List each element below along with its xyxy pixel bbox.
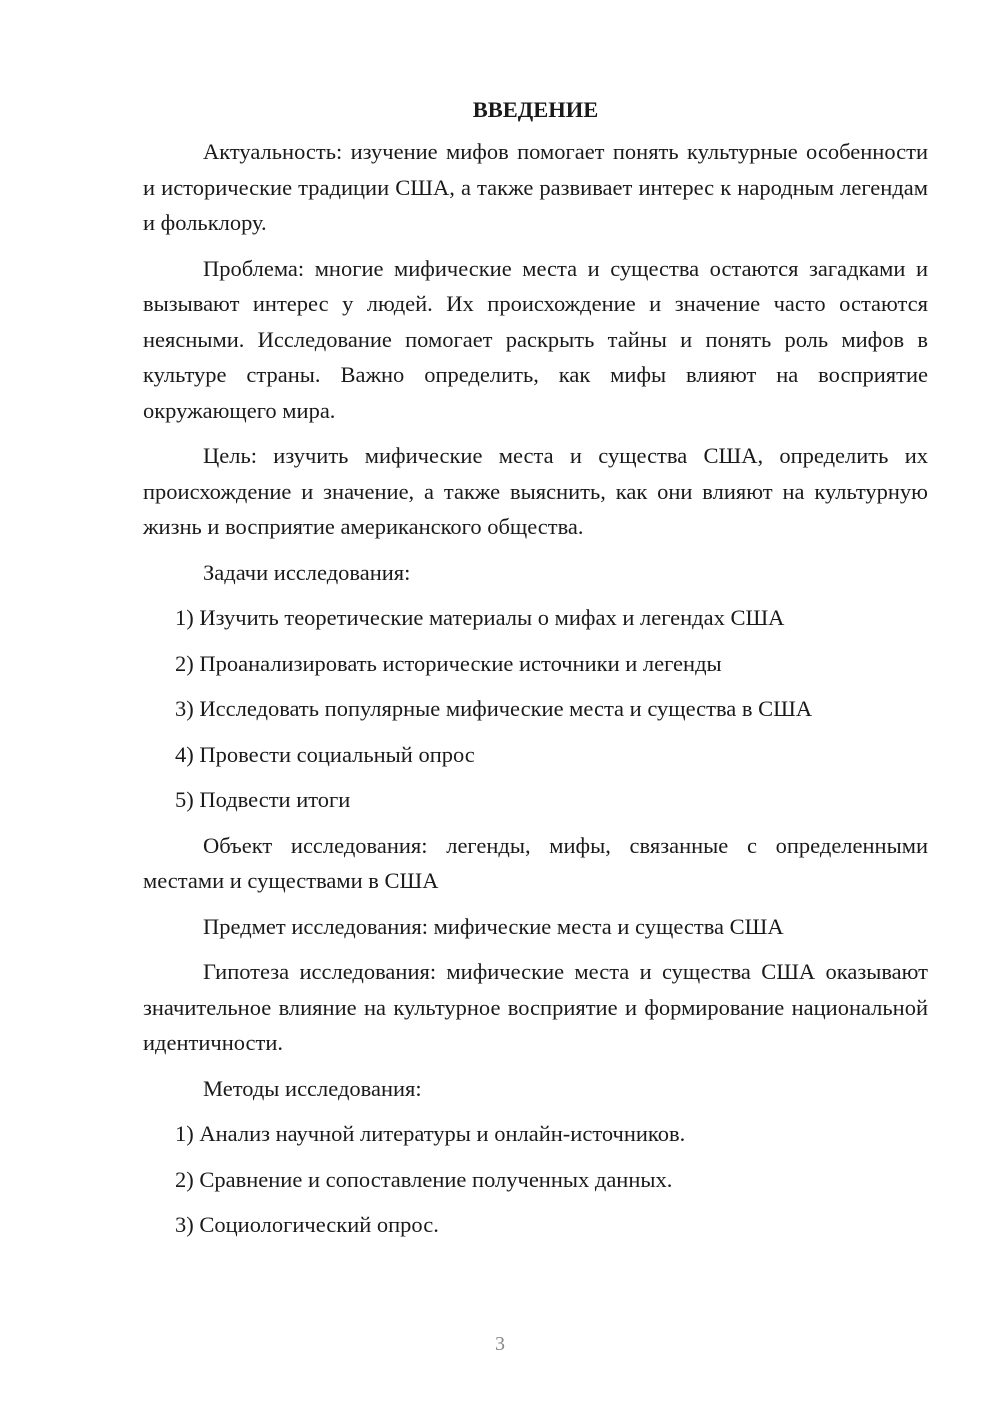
goal-paragraph: Цель: изучить мифические места и существа США, определить их происхождение и значение, а также выяснить, как они влияют на культурную жизнь и восприятие американского общества.: [143, 443, 928, 539]
list-item: 1) Изучить теоретические материалы о мифах и легендах США: [175, 605, 785, 630]
relevance-paragraph: Актуальность: изучение мифов помогает понять культурные особенности и исторические традиции США, а также развивает интерес к народным легендам и фольклору.: [143, 139, 928, 235]
list-item: 3) Исследовать популярные мифические места и существа в США: [175, 696, 813, 721]
page-title: ВВЕДЕНИЕ: [472, 97, 599, 122]
tasks-heading: Задачи исследования:: [203, 559, 411, 585]
object-paragraph: Объект исследования: легенды, мифы, связанные с определенными местами и существами в США: [143, 832, 928, 893]
methods-heading: Методы исследования:: [203, 1075, 422, 1101]
list-item: 1) Анализ научной литературы и онлайн-источников.: [175, 1121, 686, 1146]
list-item: 2) Сравнение и сопоставление полученных данных.: [175, 1166, 673, 1192]
list-item: 2) Проанализировать исторические источники и легенды: [175, 650, 722, 676]
document-page: [143, 90, 928, 1253]
page-number: 3: [495, 1333, 505, 1355]
problem-paragraph: Проблема: многие мифические места и существа остаются загадками и вызывают интерес у людей. Их происхождение и значение часто остаются неясными. Исследование помогает раскрыть тайны и понять роль мифов в культуре страны. Важно определить, как мифы влияют на восприятие окружающего мира.: [143, 255, 928, 423]
list-item: 5) Подвести итоги: [175, 787, 351, 812]
hypothesis-paragraph: Гипотеза исследования: мифические места и существа США оказывают значительное влияние на культурное восприятие и формирование национальной идентичности.: [143, 959, 928, 1055]
list-item: 3) Социологический опрос.: [175, 1212, 439, 1237]
tasks-list: [143, 600, 928, 818]
methods-list: [143, 1116, 928, 1243]
subject-paragraph: Предмет исследования: мифические места и существа США: [203, 913, 784, 939]
list-item: 4) Провести социальный опрос: [175, 741, 475, 767]
